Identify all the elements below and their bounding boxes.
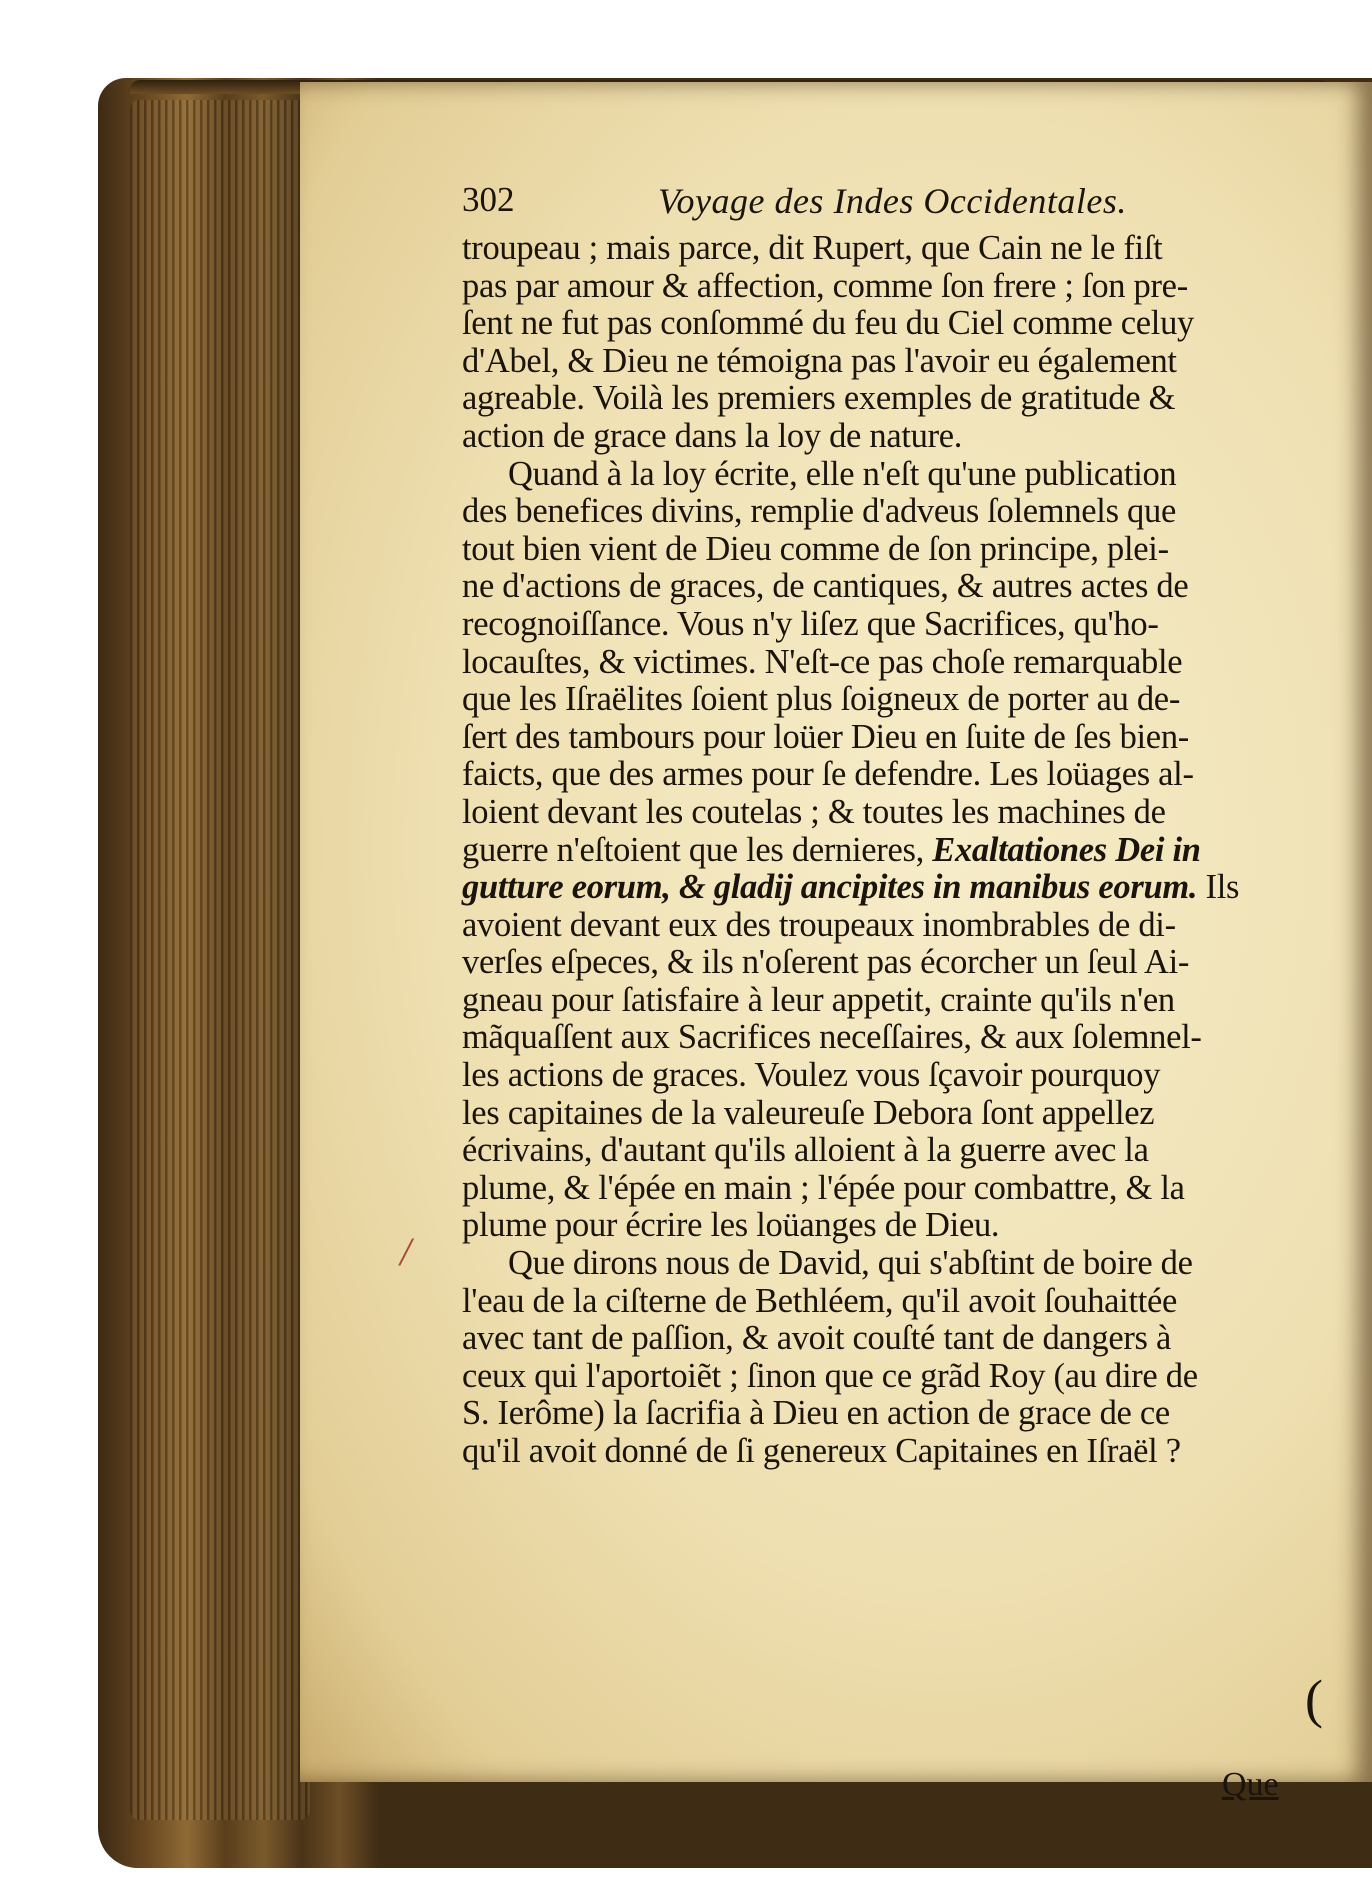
text-line: ceux qui l'aportoiẽt ; ſinon que ce grãd Roy (au dire de bbox=[462, 1356, 1198, 1395]
text-segment: guerre n'eſtoient que les dernieres, bbox=[462, 830, 933, 869]
text-line: loient devant les coutelas ; & toutes les machines de bbox=[462, 792, 1166, 831]
text-line-with-latin bbox=[462, 869, 1302, 907]
text-line: que les Iſraëlites ſoient plus ſoigneux de porter au de- bbox=[462, 680, 1181, 719]
text-line: action de grace dans la loy de nature. bbox=[462, 416, 963, 455]
page-number: 302 bbox=[462, 180, 515, 219]
latin-quote-part-1: Exaltationes Dei in bbox=[932, 830, 1201, 869]
text-line-with-latin bbox=[462, 832, 1302, 870]
page-edges bbox=[130, 100, 310, 1820]
margin-bracket-mark: ( bbox=[1305, 1669, 1323, 1729]
text-line: les capitaines de la valeureuſe Debora ſont appellez bbox=[462, 1093, 1155, 1132]
page-header bbox=[462, 176, 1302, 230]
text-line: troupeau ; mais parce, dit Rupert, que Cain ne le fiſt bbox=[462, 229, 1163, 267]
text-line: qu'il avoit donné de ſi genereux Capitaines en Iſraël ? bbox=[462, 1432, 1181, 1470]
text-line: mãquaſſent aux Sacrifices neceſſaires, & aux ſolemnel- bbox=[462, 1018, 1202, 1057]
text-line: gneau pour ſatisfaire à leur appetit, crainte qu'ils n'en bbox=[462, 980, 1175, 1019]
text-line-paragraph-start: Quand à la loy écrite, elle n'eſt qu'une publication bbox=[508, 454, 1177, 493]
text-line: ne d'actions de graces, de cantiques, & autres actes de bbox=[462, 567, 1189, 606]
text-line: plume, & l'épée en main ; l'épée pour combattre, & la bbox=[462, 1168, 1185, 1207]
text-line: S. Ierôme) la ſacrifia à Dieu en action de grace de ce bbox=[462, 1394, 1170, 1433]
text-line: recognoiſſance. Vous n'y liſez que Sacrifices, qu'ho- bbox=[462, 604, 1159, 643]
text-line: verſes eſpeces, & ils n'oſerent pas écorcher un ſeul Ai- bbox=[462, 943, 1190, 982]
text-line: écrivains, d'autant qu'ils alloient à la guerre avec la bbox=[462, 1131, 1149, 1170]
text-line: d'Abel, & Dieu ne témoigna pas l'avoir eu également bbox=[462, 341, 1177, 380]
text-line-paragraph-start: Que dirons nous de David, qui s'abſtint de boire de bbox=[508, 1244, 1193, 1283]
latin-quote-part-2: gutture eorum, & gladij ancipites in manibus eorum. bbox=[462, 868, 1198, 907]
text-line: des benefices divins, remplie d'adveus ſolemnels que bbox=[462, 492, 1176, 531]
catchword: Que bbox=[1222, 1766, 1279, 1803]
text-line: avoient devant eux des troupeaux inombrables de di- bbox=[462, 905, 1176, 944]
text-line: les actions de graces. Voulez vous ſçavoir pourquoy bbox=[462, 1056, 1161, 1095]
text-segment: Ils bbox=[1197, 868, 1240, 907]
text-line: plume pour écrire les loüanges de Dieu. bbox=[462, 1206, 1000, 1245]
text-line: pas par amour & affection, comme ſon frere ; ſon pre- bbox=[462, 266, 1188, 305]
margin-pen-mark: / bbox=[400, 1229, 412, 1274]
text-line: tout bien vient de Dieu comme de ſon principe, plei- bbox=[462, 529, 1169, 568]
text-line: l'eau de la ciſterne de Bethléem, qu'il avoit ſouhaittée bbox=[462, 1281, 1178, 1320]
text-line: locauſtes, & victimes. N'eſt-ce pas choſe remarquable bbox=[462, 642, 1183, 681]
text-line: faicts, que des armes pour ſe defendre. Les loüages al- bbox=[462, 755, 1194, 794]
text-line: agreable. Voilà les premiers exemples de gratitude & bbox=[462, 379, 1176, 418]
text-line: ſent ne fut pas conſommé du feu du Ciel comme celuy bbox=[462, 304, 1194, 343]
running-title: Voyage des Indes Occidentales. bbox=[658, 181, 1127, 221]
page-text-block bbox=[462, 176, 1302, 1803]
text-line: avec tant de paſſion, & avoit couſté tant de dangers à bbox=[462, 1319, 1171, 1358]
text-line: ſert des tambours pour loüer Dieu en ſuite de ſes bien- bbox=[462, 717, 1189, 756]
